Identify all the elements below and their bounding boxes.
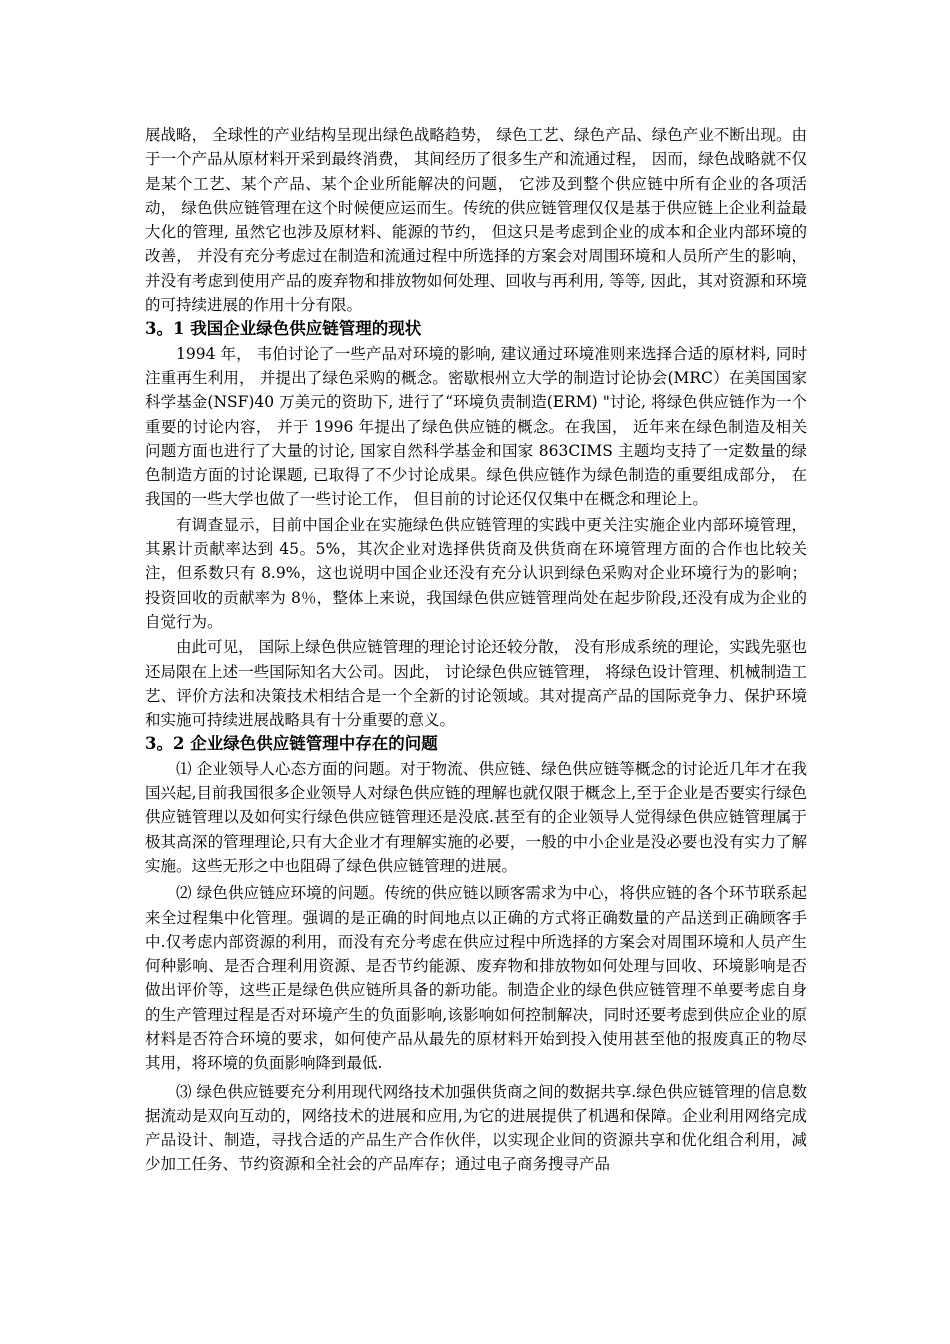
paragraph-history: 1994 年， 韦伯讨论了一些产品对环境的影响, 建议通过环境准则来选择合适的原材料, 同时注重再生利用， 并提出了绿色采购的概念。密歇根州立大学的制造讨论协会(MRC）在美国国家科学基金(NSF)40 万美元的资助下, 进行了“环境负责制造(ERM) "讨论, 将绿色供应链作为一个重要的讨论内容， 并于 1996 年提出了绿色供应链的概念。在我国， 近年来在绿色制造及相关问题方面也进行了大量的讨论, 国家自然科学基金和国家 863CIMS 主题均支持了一定数量的绿色制造方面的讨论课题, 已取得了不少讨论成果。绿色供应链作为绿色制造的重要组成部分， 在我国的一些大学也做了一些讨论工作， 但目前的讨论还仅仅集中在概念和理论上。: [145, 344, 807, 509]
paragraph-survey: 有调查显示，目前中国企业在实施绿色供应链管理的实践中更关注实施企业内部环境管理，其累计贡献率达到 45。5%，其次企业对选择供货商及供货商在环境管理方面的合作也比较关注，但系数只有 8.9%，这也说明中国企业还没有充分认识到绿色采购对企业环境行为的影响；投资回收的贡献率为 8％，整体上来说，我国绿色供应链管理尚处在起步阶段,还没有成为企业的自觉行为。: [145, 515, 807, 631]
paragraph-conclusion: 由此可见， 国际上绿色供应链管理的理论讨论还较分散， 没有形成系统的理论，实践先驱也还局限在上述一些国际知名大公司。因此， 讨论绿色供应链管理， 将绿色设计管理、机械制造工艺、评价方法和决策技术相结合是一个全新的讨论领域。其对提高产品的国际竞争力、保护环境和实施可持续进展战略具有十分重要的意义。: [145, 638, 807, 730]
section-heading-3-1: 3。1 我国企业绿色供应链管理的现状: [145, 319, 422, 339]
paragraph-problem-3: ⑶ 绿色供应链要充分利用现代网络技术加强供货商之间的数据共享.绿色供应链管理的信息数据流动是双向互动的，网络技术的进展和应用,为它的进展提供了机遇和保障。企业利用网络完成产品设计、制造，寻找合适的产品生产合作伙伴，以实现企业间的资源共享和优化组合利用，减少加工任务、节约资源和全社会的产品库存；通过电子商务搜寻产品: [145, 1082, 807, 1174]
paragraph-problem-2: ⑵ 绿色供应链应环境的问题。传统的供应链以顾客需求为中心，将供应链的各个环节联系起来全过程集中化管理。强调的是正确的时间地点以正确的方式将正确数量的产品送到正确顾客手中.仅考虑内部资源的利用，而没有充分考虑在供应过程中所选择的方案会对周围环境和人员产生何种影响、是否合理利用资源、是否节约能源、废弃物和排放物如何处理与回收、环境影响是否做出评价等，这些正是绿色供应链所具备的新功能。制造企业的绿色供应链管理不单要考虑自身的生产管理过程是否对环境产生的负面影响,该影响如何控制解决，同时还要考虑到供应企业的原材料是否符合环境的要求，如何使产品从最先的原材料开始到投入使用甚至他的报废真正的物尽其用，将环境的负面影响降到最低.: [145, 884, 807, 1073]
section-heading-3-2: 3。2 企业绿色供应链管理中存在的问题: [145, 734, 438, 754]
paragraph-intro-continued: 展战略， 全球性的产业结构呈现出绿色战略趋势， 绿色工艺、绿色产品、绿色产业不断出现。由于一个产品从原材料开采到最终消费， 其间经历了很多生产和流通过程， 因而，绿色战略就不仅是某个工艺、某个产品、某个企业所能解决的问题， 它涉及到整个供应链中所有企业的各项活动， 绿色供应链管理在这个时候便应运而生。传统的供应链管理仅仅是基于供应链上企业利益最大化的管理, 虽然它也涉及原材料、能源的节约， 但这只是考虑到企业的成本和企业内部环境的改善， 并没有充分考虑过在制造和流通过程中所选择的方案会对周围环境和人员所产生的影响， 并没有考虑到使用产品的废弃物和排放物如何处理、回收与再利用, 等等, 因此，其对资源和环境的可持续进展的作用十分有限。: [145, 126, 807, 315]
paragraph-problem-1: ⑴ 企业领导人心态方面的问题。对于物流、供应链、绿色供应链等概念的讨论近几年才在我国兴起,目前我国很多企业领导人对绿色供应链的理解也就仅限于概念上,至于企业是否要实行绿色供应链管理以及如何实行绿色供应链管理还是没底.甚至有的企业领导人觉得绿色供应链管理属于极其高深的管理理论,只有大企业才有理解实施的必要，一般的中小企业是没必要也没有实力了解实施。这些无形之中也阻碍了绿色供应链管理的进展。: [145, 759, 807, 875]
document-page: [145, 123, 807, 1177]
